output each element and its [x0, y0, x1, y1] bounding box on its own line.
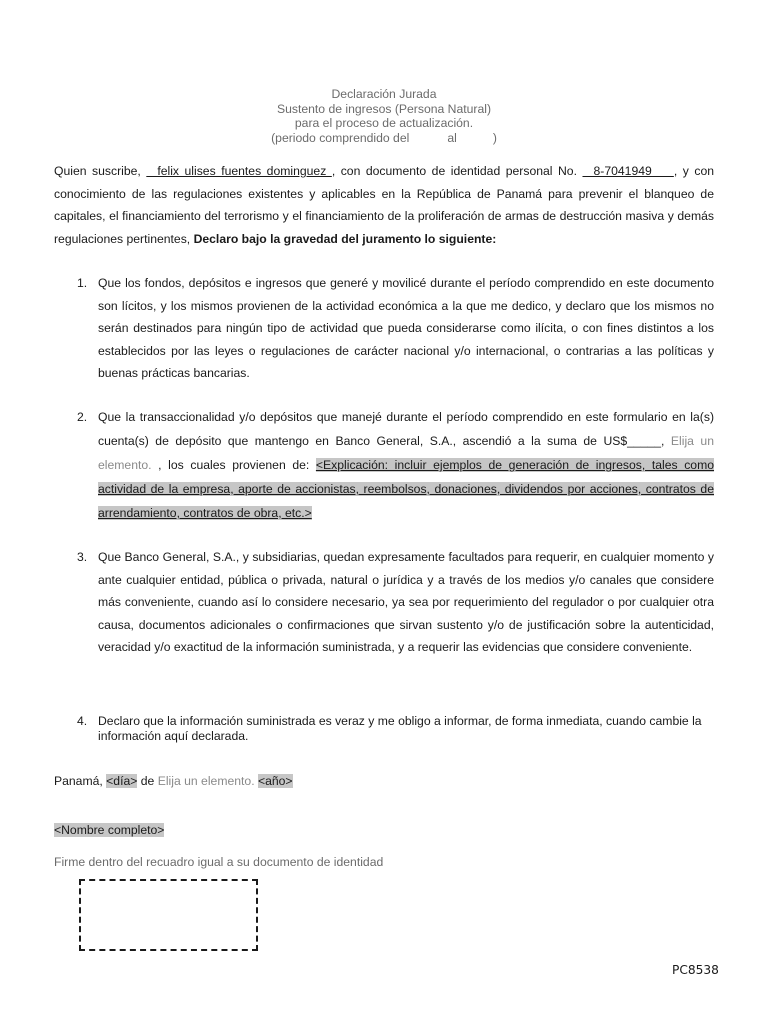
signature-instruction: Firme dentro del recuadro igual a su documento de identidad — [54, 855, 384, 869]
year-field[interactable]: <año> — [257, 774, 293, 788]
header-purpose: para el proceso de actualización. — [294, 116, 474, 130]
full-name-line — [54, 822, 164, 838]
income-explanation-field[interactable]: <Explicación: incluir ejemplos de generación de ingresos, tales como actividad de la empresa, aporte de accionistas, reembolsos, donaciones, dividendos por acciones, contratos de arrendamiento, contratos de obra, etc.> — [98, 458, 715, 520]
month-dropdown[interactable]: Elija un elemento. — [157, 774, 255, 788]
signature-box[interactable] — [79, 879, 258, 951]
header-period: (periodo comprendido del al ) — [271, 130, 497, 145]
form-code: PC8538 — [672, 963, 719, 977]
place-date-line: Panamá, <día> de Elija un elemento. <año> — [54, 774, 293, 788]
full-name-field[interactable]: <Nombre completo> — [54, 823, 165, 837]
declarant-name: felix ulises fuentes dominguez — [146, 164, 332, 178]
declaration-statement: Declaro bajo la gravedad del juramento lo siguiente: — [193, 231, 497, 246]
id-number: 8-7041949 — [582, 164, 674, 178]
header-title: Declaración Jurada — [331, 87, 437, 101]
intro-paragraph: Quien suscribe, felix ulises fuentes dominguez , con documento de identidad personal No. 8-7041949 , y con conocimiento de las regulaciones existentes y aplicables en la República de Panamá para prevenir el blanqueo de capitales, el financiamiento del terrorismo y el financiamiento de la proliferación de armas de destrucción masiva y demás regulaciones pertinentes, Declaro bajo la gravedad del juramento lo siguiente: — [54, 164, 714, 246]
day-field[interactable]: <día> — [106, 774, 138, 788]
currency-dropdown[interactable]: Elija un elemento. — [98, 434, 714, 472]
document-header — [0, 87, 768, 145]
header-subtitle: Sustento de ingresos (Persona Natural) — [276, 101, 492, 116]
period-to-label: al — [447, 130, 457, 145]
